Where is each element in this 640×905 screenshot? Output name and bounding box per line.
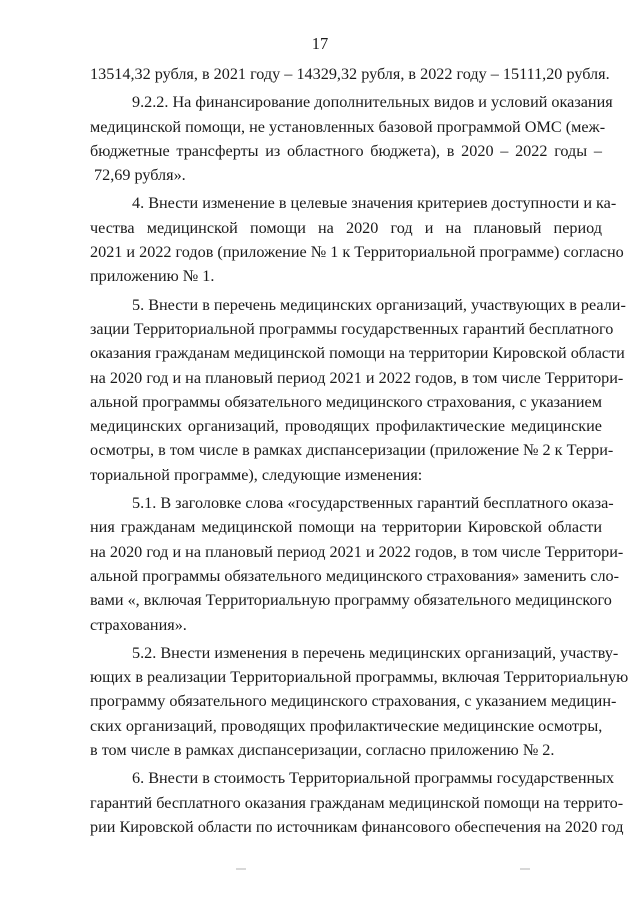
text-line: на 2020 год и на плановый период 2021 и 2022 годов, в том числе Территори- bbox=[90, 368, 624, 387]
text-line: медицинской помощи, не установленных базовой программой ОМС (меж- bbox=[90, 117, 606, 136]
text-line: 13514,32 рубля, в 2021 году – 14329,32 рубля, в 2022 году – 15111,20 рубля. bbox=[90, 65, 610, 83]
text-line: на 2020 год и на плановый период 2021 и 2022 годов, в том числе Территори- bbox=[90, 542, 624, 561]
text-line: программу обязательного медицинского страхования, с указанием медицин- bbox=[90, 692, 617, 711]
scan-smudge-mark bbox=[520, 868, 530, 870]
text-line: гарантий бесплатного оказания гражданам медицинской помощи на террито- bbox=[90, 793, 624, 812]
paragraph-4 bbox=[90, 191, 624, 288]
text-line: ющих в реализации Территориальной программы, включая Территориальную bbox=[90, 668, 629, 687]
text-line: бюджетные трансферты из областного бюджета), в 2020 – 2022 годы – bbox=[90, 141, 602, 160]
paragraph-5-2 bbox=[90, 641, 629, 762]
text-line: приложению № 1. bbox=[90, 267, 215, 286]
text-line: альной программы обязательного медицинского страхования, с указанием bbox=[90, 392, 602, 411]
paragraph-5-1 bbox=[90, 491, 624, 637]
text-line: 4. Внести изменение в целевые значения критериев доступности и ка- bbox=[132, 194, 617, 213]
text-line: ториальной программе), следующие изменения: bbox=[90, 465, 423, 484]
text-line: ских организаций, проводящих профилактические медицинские осмотры, bbox=[90, 716, 603, 735]
text-line: 2021 и 2022 годов (приложение № 1 к Территориальной программе) согласно bbox=[90, 243, 624, 262]
text-line: 5.2. Внести изменения в перечень медицинских организаций, участву- bbox=[132, 643, 619, 662]
text-line: ния гражданам медицинской помощи на территории Кировской области bbox=[90, 518, 602, 537]
text-line: зации Территориальной программы государственных гарантий бесплатного bbox=[90, 319, 614, 338]
text-line: страхования». bbox=[90, 615, 187, 634]
text-line: в том числе в рамках диспансеризации, согласно приложению № 2. bbox=[90, 741, 555, 760]
paragraph-6 bbox=[90, 766, 624, 839]
text-line: 5. Внести в перечень медицинских организаций, участвующих в реали- bbox=[132, 295, 626, 314]
scan-smudge-mark bbox=[236, 868, 246, 870]
text-line: осмотры, в том числе в рамках диспансеризации (приложение № 2 к Терри- bbox=[90, 441, 614, 460]
text-line: альной программы обязательного медицинского страхования» заменить сло- bbox=[90, 566, 620, 585]
text-line: 72,69 рубля». bbox=[94, 166, 186, 185]
paragraph-9-2-1-tail bbox=[90, 62, 610, 86]
text-line: чества медицинской помощи на 2020 год и на плановый период bbox=[90, 218, 602, 237]
text-line: 6. Внести в стоимость Территориальной программы государственных bbox=[132, 769, 615, 788]
paragraph-5 bbox=[90, 293, 626, 487]
document-body bbox=[90, 62, 629, 839]
page-number: 17 bbox=[311, 34, 329, 53]
text-line: рии Кировской области по источникам финансового обеспечения на 2020 год bbox=[90, 817, 624, 836]
paragraph-9-2-2 bbox=[90, 90, 613, 187]
text-line: 9.2.2. На финансирование дополнительных видов и условий оказания bbox=[132, 93, 613, 112]
text-line: оказания гражданам медицинской помощи на территории Кировской области bbox=[90, 344, 625, 363]
text-line: вами «, включая Территориальную программу обязательного медицинского bbox=[90, 591, 612, 610]
text-line: медицинских организаций, проводящих профилактические медицинские bbox=[90, 417, 602, 436]
text-line: 5.1. В заголовке слова «государственных гарантий бесплатного оказа- bbox=[132, 494, 614, 513]
